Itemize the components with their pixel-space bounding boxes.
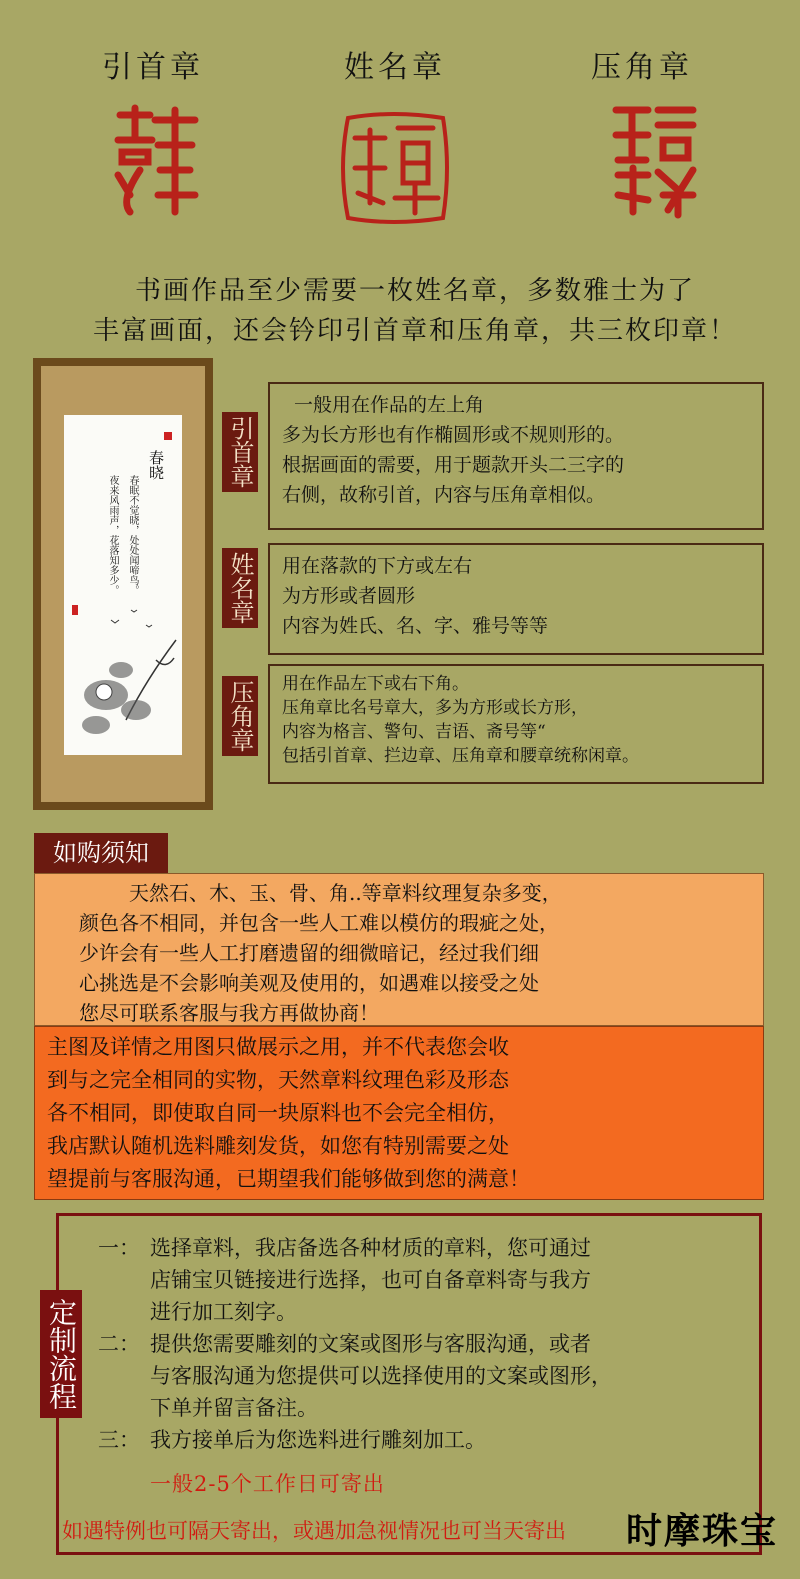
scroll-flower-painting	[66, 600, 182, 750]
info-xingming-line-2: 为方形或者圆形	[282, 585, 416, 607]
info-xingming-line-1: 用在落款的下方或左右	[282, 555, 473, 577]
scroll-poem-col2: 夜来风雨声，花落知多少。	[107, 475, 118, 595]
info-yajiao-line-1: 用在作品左下或右下角。	[282, 674, 469, 694]
flow-step-3-num: 三：	[98, 1428, 140, 1452]
info-yinshou-line-4: 右侧，故称引首，内容与压角章相似。	[282, 484, 606, 506]
tag-xingming	[222, 548, 258, 628]
notice1-line-2: 颜色各不相同，并包含一些人工难以模仿的瑕疵之处，	[79, 911, 559, 935]
notice2-line-4: 我店默认随机选料雕刻发货，如您有特别需要之处	[47, 1134, 509, 1158]
flow-special: 如遇特例也可隔天寄出，或遇加急视情况也可当天寄出	[62, 1519, 566, 1543]
info-xingming-line-3: 内容为姓氏、名、字、雅号等等	[282, 615, 549, 637]
info-yajiao-line-4: 包括引首章、拦边章、压角章和腰章统称闲章。	[282, 746, 639, 766]
seal-yajiao-image	[608, 100, 698, 220]
flow-step-2-line-2: 与客服沟通为您提供可以选择使用的文案或图形，	[150, 1364, 612, 1388]
flow-step-1	[98, 1232, 758, 1332]
seal-xingming-image	[333, 108, 455, 228]
flow-step-1-line-1: 选择章料，我店备选各种材质的章料，您可通过	[150, 1236, 591, 1260]
seal-title-yinshou: 引首章	[102, 50, 204, 85]
info-box-xingming	[268, 543, 764, 655]
info-yinshou-line-1: 一般用在作品的左上角	[294, 394, 485, 416]
flow-step-1-line-2: 店铺宝贝链接进行选择，也可自备章料寄与我方	[150, 1268, 591, 1292]
notice1-line-5: 您尽可联系客服与我方再做协商！	[79, 1001, 379, 1025]
intro-line-2: 丰富画面，还会钤印引首章和压角章，共三枚印章！	[92, 316, 737, 346]
flow-step-3	[98, 1424, 758, 1460]
info-yinshou-line-2: 多为长方形也有作椭圆形或不规则形的。	[282, 424, 625, 446]
intro-line-1: 书画作品至少需要一枚姓名章，多数雅士为了	[134, 276, 695, 306]
scroll-seal-mark-2	[72, 605, 78, 615]
notice-tag: 如购须知	[34, 833, 168, 873]
flow-step-2	[98, 1328, 758, 1428]
scroll-poem-title: 春晓	[147, 450, 165, 480]
flow-step-3-line-1: 我方接单后为您选料进行雕刻加工。	[150, 1428, 486, 1452]
info-box-yajiao	[268, 664, 764, 784]
notice1-line-1: 天然石、木、玉、骨、角..等章料纹理复杂多变，	[129, 881, 562, 905]
tag-xingming-text: 姓名章	[226, 552, 254, 624]
info-yajiao-line-3: 内容为格言、警句、吉语、斋号等“	[282, 722, 546, 742]
watermark-logo: 时摩珠宝	[626, 1510, 779, 1552]
flow-step-2-num: 二：	[98, 1332, 140, 1356]
notice1-line-4: 心挑选是不会影响美观及使用的，如遇难以接受之处	[79, 971, 539, 995]
seal-title-xingming: 姓名章	[344, 50, 446, 85]
info-box-yinshou	[268, 382, 764, 530]
flow-step-1-line-3: 进行加工刻字。	[150, 1300, 297, 1324]
seal-title-yajiao: 压角章	[591, 50, 693, 85]
info-yajiao-line-2: 压角章比名号章大，多为方形或长方形，	[282, 698, 588, 718]
flow-step-2-line-1: 提供您需要雕刻的文案或图形与客服沟通，或者	[150, 1332, 591, 1356]
seal-yinshou-image	[110, 100, 200, 220]
flow-tag-text: 定制流程	[45, 1298, 78, 1410]
flow-step-2-line-3: 下单并留言备注。	[150, 1396, 318, 1420]
flow-ship-time: 一般2-5个工作日可寄出	[150, 1472, 385, 1496]
notice2-line-1: 主图及详情之用图只做展示之用，并不代表您会收	[47, 1035, 509, 1059]
flow-tag	[40, 1290, 82, 1418]
flow-step-1-num: 一：	[98, 1236, 140, 1260]
notice2-line-3: 各不相同，即使取自同一块原料也不会完全相仿，	[47, 1101, 509, 1125]
notice2-line-5: 望提前与客服沟通，已期望我们能够做到您的满意！	[47, 1167, 530, 1191]
tag-yajiao	[222, 676, 258, 756]
info-yinshou-line-3: 根据画面的需要，用于题款开头二三字的	[282, 454, 625, 476]
tag-yinshou	[222, 412, 258, 492]
tag-yajiao-text: 压角章	[226, 680, 254, 752]
notice2-line-2: 到与之完全相同的实物，天然章料纹理色彩及形态	[47, 1068, 509, 1092]
scroll-seal-mark	[164, 432, 172, 440]
notice-block-1	[34, 873, 764, 1026]
tag-yinshou-text: 引首章	[226, 416, 254, 488]
notice-block-2	[34, 1026, 764, 1200]
notice1-line-3: 少许会有一些人工打磨遗留的细微暗记，经过我们细	[79, 941, 539, 965]
scroll-poem-col1: 春眠不觉晓，处处闻啼鸟。	[127, 475, 138, 595]
